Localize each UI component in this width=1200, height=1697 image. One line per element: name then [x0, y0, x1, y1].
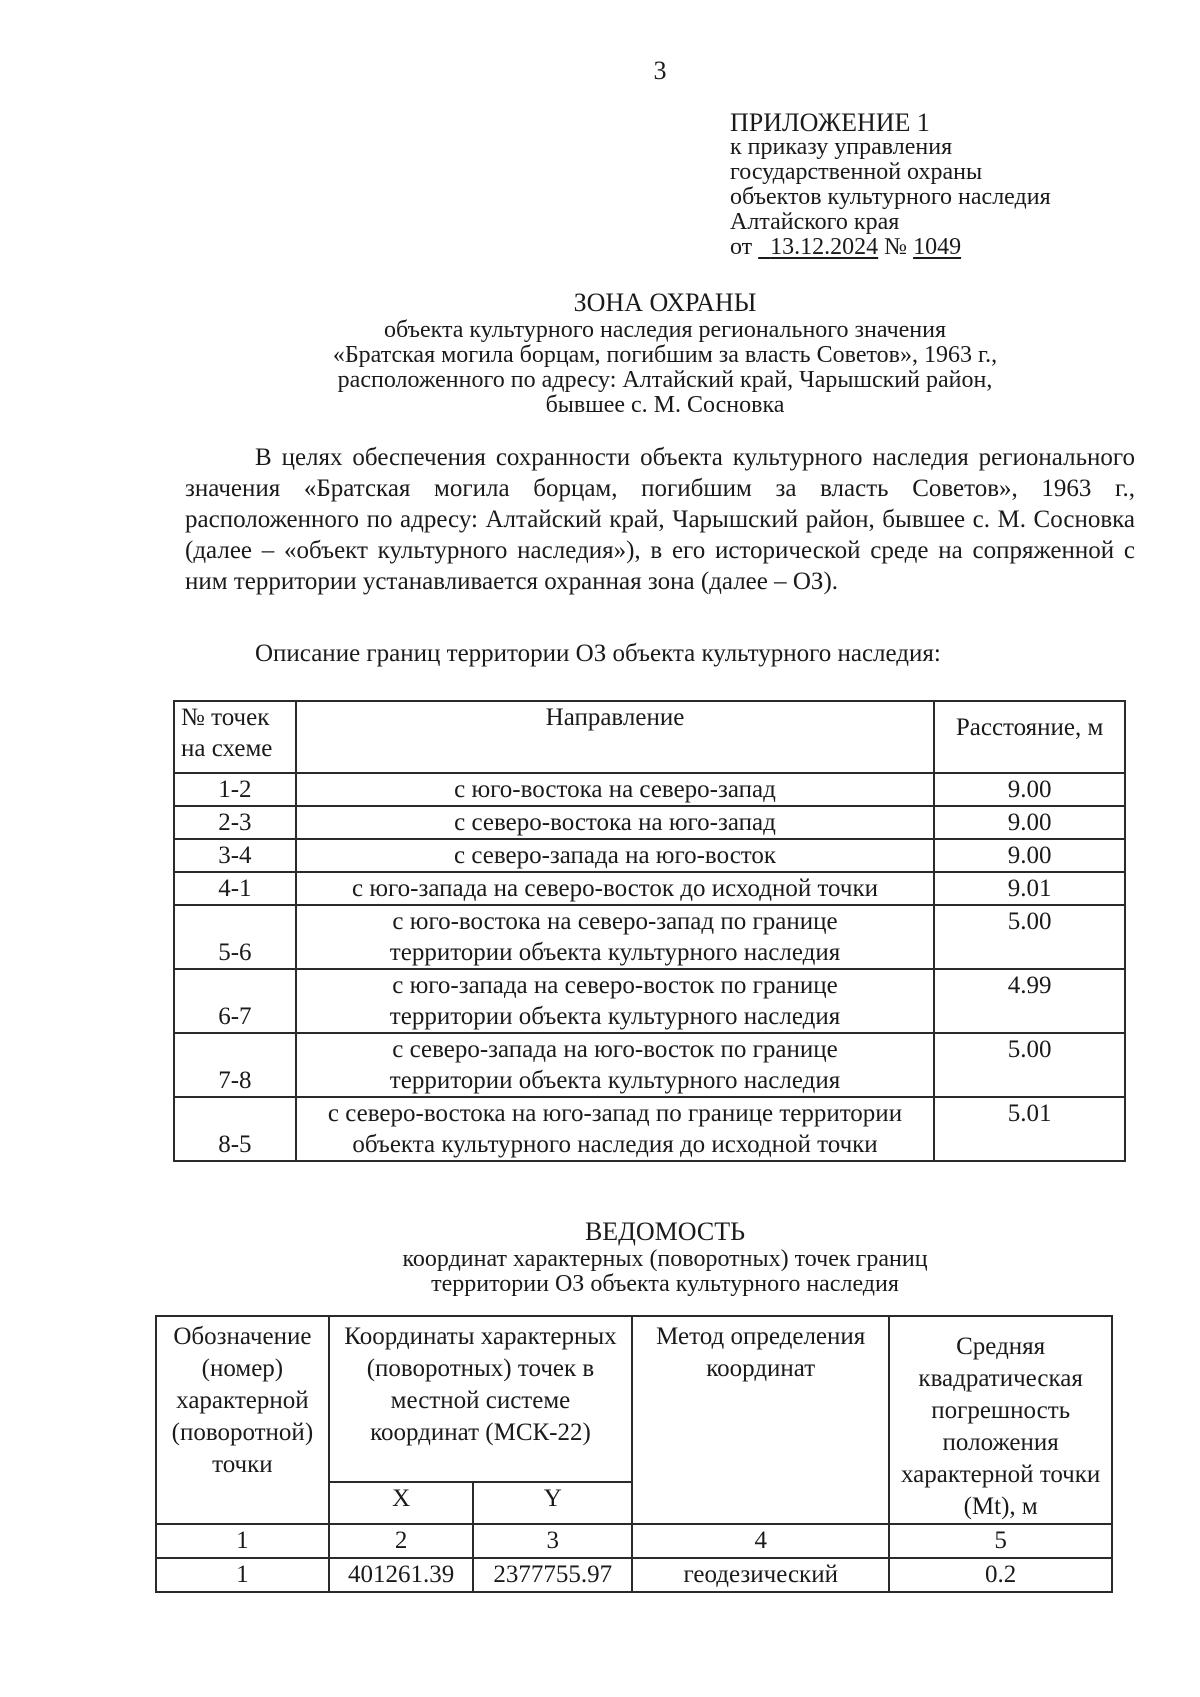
- zone-title: [250, 288, 1080, 418]
- table-row: [174, 1033, 1125, 1097]
- annex-line: объектов культурного наследия: [730, 184, 1051, 210]
- zone-title-line: «Братская могила борцам, погибшим за власть Советов», 1963 г.,: [332, 342, 998, 368]
- row-points: 8-5: [174, 1097, 296, 1161]
- row-direction: с северо-запада на юго-восток: [296, 839, 934, 872]
- row-points: 1-2: [174, 773, 296, 806]
- row-points: 7-8: [174, 1033, 296, 1097]
- row-distance: 9.01: [934, 872, 1125, 905]
- header-direction: Направление: [296, 701, 934, 773]
- table-row: [174, 905, 1125, 969]
- cell-method: геодезический: [632, 1558, 889, 1592]
- row-direction: с юго-запада на северо-восток по границе территории объекта культурного наследия: [296, 969, 934, 1033]
- table-row: [174, 806, 1125, 839]
- row-points: 6-7: [174, 969, 296, 1033]
- boundary-table: [173, 700, 1126, 1162]
- column-number: 5: [889, 1524, 1112, 1558]
- column-number: 2: [329, 1524, 474, 1558]
- table-header-row: [174, 701, 1125, 773]
- row-distance: 4.99: [934, 969, 1125, 1033]
- row-direction: с юго-запада на северо-восток до исходной точки: [296, 872, 934, 905]
- zone-title-line: бывшее с. М. Сосновка: [545, 392, 785, 418]
- header-distance: Расстояние, м: [934, 701, 1125, 773]
- page-number: 3: [653, 56, 667, 85]
- zone-title-line: расположенного по адресу: Алтайский край, Чарышский район,: [337, 367, 993, 393]
- header-y: Y: [473, 1482, 632, 1524]
- annex-number-prefix: №: [884, 234, 908, 260]
- header-x: X: [329, 1482, 474, 1524]
- cell-point: 1: [156, 1558, 329, 1592]
- statement-title: [250, 1217, 1080, 1297]
- statement-title-line: координат характерных (поворотных) точек границ: [402, 1246, 928, 1272]
- cell-error: 0.2: [889, 1558, 1112, 1592]
- table-row: [174, 839, 1125, 872]
- row-distance: 5.01: [934, 1097, 1125, 1161]
- row-distance: 9.00: [934, 806, 1125, 839]
- header-designation: Обозначение (номер) характерной (поворотной) точки: [156, 1316, 329, 1524]
- row-points: 5-6: [174, 905, 296, 969]
- table-row: [174, 872, 1125, 905]
- table-header-row: [156, 1316, 1112, 1482]
- cell-y: 2377755.97: [473, 1558, 632, 1592]
- zone-title-line: объекта культурного наследия регионального значения: [383, 317, 947, 343]
- annex-date-value: 13.12.2024: [770, 234, 879, 260]
- header-method: Метод определения координат: [632, 1316, 889, 1524]
- statement-title-line: территории ОЗ объекта культурного наследия: [431, 1271, 899, 1297]
- row-points: 3-4: [174, 839, 296, 872]
- annex-line: к приказу управления: [730, 134, 953, 160]
- annex-date-prefix: от: [730, 234, 753, 260]
- annex-number: 1049: [913, 234, 962, 260]
- annex-date: [758, 234, 878, 260]
- annex-date-line: [730, 235, 1051, 260]
- column-number: 1: [156, 1524, 329, 1558]
- header-error: Средняя квадратическая погрешность положения характерной точки (Mt), м: [889, 1316, 1112, 1524]
- table-row: [174, 1097, 1125, 1161]
- coordinates-table: [155, 1315, 1113, 1593]
- row-direction: с северо-востока на юго-запад: [296, 806, 934, 839]
- annex-line: Алтайского края: [730, 209, 900, 235]
- row-direction: с северо-запада на юго-восток по границе территории объекта культурного наследия: [296, 1033, 934, 1097]
- annex-block: [730, 110, 1051, 260]
- header-points: № точек на схеме: [174, 701, 296, 773]
- zone-heading: ЗОНА ОХРАНЫ: [573, 288, 757, 317]
- intro-paragraph: В целях обеспечения сохранности объекта культурного наследия регионального значения «Братская могила борцам, погибшим за власть Советов», 1963 г., расположенного по адресу: Алтайский край, Чарышский район, бывшее с. М. Сосновка (далее – «объект культурного наследия»), в его исторической среде на сопряженной с ним территории устанавливается охранная зона (далее – ОЗ).: [185, 444, 1135, 595]
- row-distance: 9.00: [934, 839, 1125, 872]
- row-direction: с юго-востока на северо-запад: [296, 773, 934, 806]
- column-number-row: [156, 1524, 1112, 1558]
- row-direction: с юго-востока на северо-запад по границе территории объекта культурного наследия: [296, 905, 934, 969]
- row-direction: с северо-востока на юго-запад по границе территории объекта культурного наследия до исходной точки: [296, 1097, 934, 1161]
- row-points: 2-3: [174, 806, 296, 839]
- row-points: 4-1: [174, 872, 296, 905]
- column-number: 3: [473, 1524, 632, 1558]
- statement-heading: ВЕДОМОСТЬ: [584, 1217, 746, 1246]
- column-number: 4: [632, 1524, 889, 1558]
- table-row: [174, 969, 1125, 1033]
- row-distance: 5.00: [934, 1033, 1125, 1097]
- table-row: [156, 1558, 1112, 1592]
- header-coordinates: Координаты характерных (поворотных) точек в местной системе координат (МСК-22): [329, 1316, 632, 1482]
- cell-x: 401261.39: [329, 1558, 474, 1592]
- row-distance: 5.00: [934, 905, 1125, 969]
- row-distance: 9.00: [934, 773, 1125, 806]
- annex-line: государственной охраны: [730, 159, 983, 185]
- description-label: Описание границ территории ОЗ объекта культурного наследия:: [255, 640, 941, 667]
- table-row: [174, 773, 1125, 806]
- annex-heading: ПРИЛОЖЕНИЕ 1: [730, 108, 930, 137]
